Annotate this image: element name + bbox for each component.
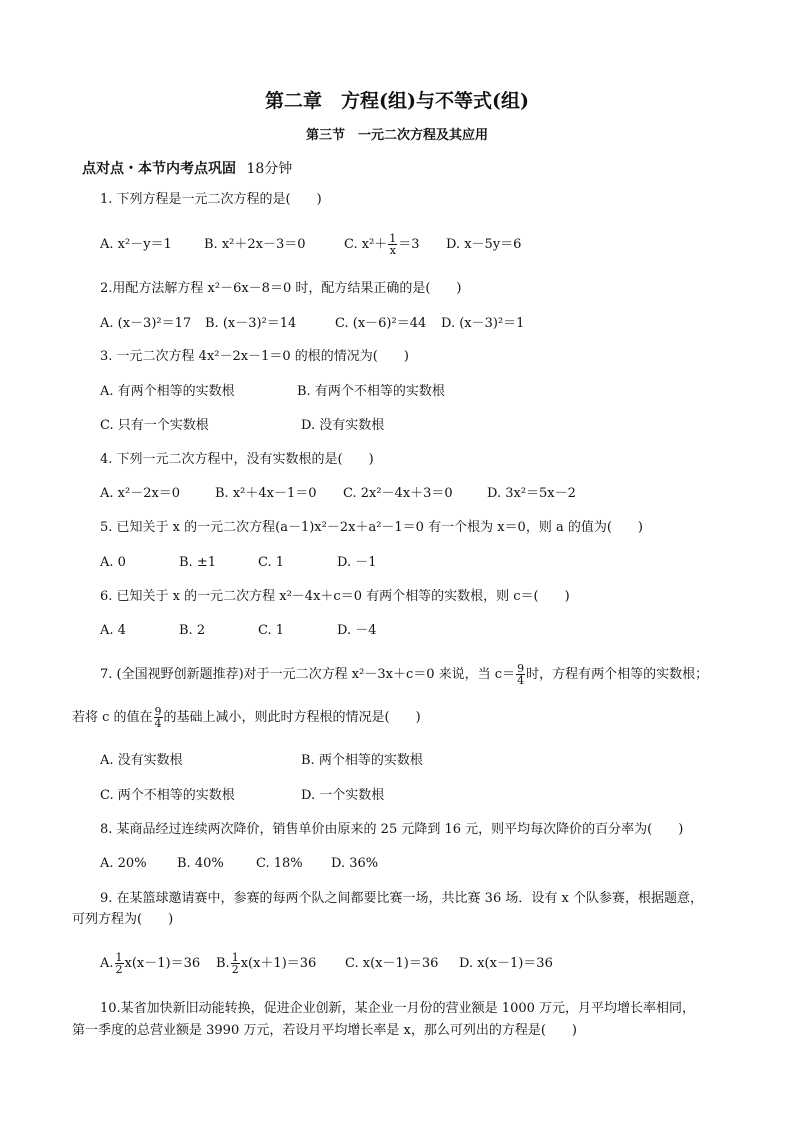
q1-fraction-num: 1	[389, 232, 397, 245]
question-9-line2: 可列方程为( )	[72, 912, 174, 927]
q9-option-c: C. x(x－1)＝36	[345, 956, 439, 971]
q7-option-a: A. 没有实数根	[100, 753, 183, 768]
q1-option-c	[344, 227, 420, 263]
q7-option-b: B. 两个相等的实数根	[301, 753, 423, 768]
q8-option-a: A. 20%	[100, 856, 147, 871]
section-label: 点对点・本节内考点巩固	[82, 161, 236, 177]
question-3-stem: 3. 一元二次方程 4x²－2x－1＝0 的根的情况为( )	[100, 349, 409, 364]
section-title: 第三节 一元二次方程及其应用	[305, 128, 488, 143]
q9-option-a-post: x(x－1)＝36	[124, 956, 201, 971]
q7-fraction-den: 4	[517, 674, 525, 687]
q2-option-b: B. (x－3)²＝14	[205, 316, 297, 331]
q7-stem-pre: 7. (全国视野创新题推荐)对于一元二次方程 x²－3x＋c＝0 来说，当 c＝	[100, 667, 516, 682]
q9-a-fraction-num: 1	[115, 951, 123, 964]
question-9-line1: 9. 在某篮球邀请赛中，参赛的每两个队之间都要比赛一场，共比赛 36 场．设有 x 个队参赛，根据题意，	[100, 891, 703, 906]
q9-option-a	[100, 946, 200, 982]
q9-a-fraction	[115, 952, 124, 975]
q8-option-c: C. 18%	[256, 856, 303, 871]
q6-option-d: D. －4	[337, 623, 377, 638]
q3-option-b: B. 有两个不相等的实数根	[297, 384, 445, 399]
chapter-title: 第二章 方程(组)与不等式(组)	[265, 90, 529, 112]
q1-option-c-post: ＝3	[398, 237, 420, 252]
q7-fraction	[516, 663, 525, 686]
q5-option-a: A. 0	[100, 555, 126, 570]
question-5-stem: 5. 已知关于 x 的一元二次方程(a－1)x²－2x＋a²－1＝0 有一个根为 x＝0，则 a 的值为( )	[100, 520, 643, 535]
q2-option-c: C. (x－6)²＝44	[335, 316, 427, 331]
q7-fraction-2	[154, 706, 163, 729]
q7-line2-post: 的基础上减小，则此时方程根的情况是( )	[163, 710, 421, 725]
q9-option-b-post: x(x＋1)＝36	[240, 956, 317, 971]
q9-b-fraction	[231, 952, 240, 975]
q4-option-a: A. x²－2x＝0	[100, 486, 181, 501]
q2-option-a: A. (x－3)²＝17	[100, 316, 192, 331]
question-7-stem	[100, 657, 708, 693]
q4-option-c: C. 2x²－4x＋3＝0	[343, 486, 453, 501]
q3-option-d: D. 没有实数根	[301, 418, 385, 433]
question-8-stem: 8. 某商品经过连续两次降价，销售单价由原来的 25 元降到 16 元，则平均每次降价的百分率为( )	[100, 822, 684, 837]
q1-option-c-pre: C. x²＋	[344, 237, 388, 252]
q3-option-c: C. 只有一个实数根	[100, 418, 209, 433]
question-6-stem: 6. 已知关于 x 的一元二次方程 x²－4x＋c＝0 有两个相等的实数根，则 c＝( )	[100, 589, 570, 604]
q6-option-b: B. 2	[179, 623, 206, 638]
q9-option-b	[216, 946, 316, 982]
q3-option-a: A. 有两个相等的实数根	[100, 384, 235, 399]
q7-stem-post: 时，方程有两个相等的实数根；	[526, 667, 709, 682]
q5-option-b: B. ±1	[179, 555, 216, 570]
q9-option-d: D. x(x－1)＝36	[459, 956, 553, 971]
q1-option-b: B. x²＋2x－3＝0	[204, 237, 306, 252]
q6-option-a: A. 4	[100, 623, 126, 638]
section-time: 18分钟	[246, 161, 293, 177]
question-4-stem: 4. 下列一元二次方程中，没有实数根的是( )	[100, 452, 374, 467]
q6-option-c: C. 1	[258, 623, 285, 638]
q9-a-fraction-den: 2	[115, 963, 123, 976]
q7-fraction-num: 9	[517, 662, 525, 675]
q4-option-b: B. x²＋4x－1＝0	[215, 486, 317, 501]
q9-option-a-pre: A.	[100, 956, 114, 971]
q1-fraction	[388, 233, 397, 256]
q9-b-fraction-num: 1	[231, 951, 239, 964]
question-1-stem: 1. 下列方程是一元二次方程的是( )	[100, 192, 322, 207]
q5-option-c: C. 1	[258, 555, 285, 570]
q8-option-b: B. 40%	[177, 856, 224, 871]
q5-option-d: D. －1	[337, 555, 377, 570]
q2-option-d: D. (x－3)²＝1	[441, 316, 525, 331]
q7-option-d: D. 一个实数根	[301, 788, 385, 803]
q1-option-a: A. x²－y＝1	[100, 237, 172, 252]
q9-option-b-pre: B.	[216, 956, 230, 971]
question-2-stem: 2.用配方法解方程 x²－6x－8＝0 时，配方结果正确的是( )	[100, 281, 462, 296]
section-header	[82, 160, 292, 178]
q1-fraction-den: x	[389, 244, 396, 257]
q9-b-fraction-den: 2	[231, 963, 239, 976]
question-10-line2: 第一季度的总营业额是 3990 万元，若设月平均增长率是 x，那么可列出的方程是( )	[72, 1023, 577, 1038]
question-7-line2	[72, 700, 421, 736]
q7-fraction-2-num: 9	[154, 705, 162, 718]
q7-fraction-2-den: 4	[154, 717, 162, 730]
q1-option-d: D. x－5y＝6	[446, 237, 522, 252]
q7-option-c: C. 两个不相等的实数根	[100, 788, 235, 803]
question-10-line1: 10.某省加快新旧动能转换，促进企业创新，某企业一月份的营业额是 1000 万元，月平均增长率相同，	[100, 1001, 696, 1016]
q4-option-d: D. 3x²＝5x－2	[487, 486, 576, 501]
q7-line2-pre: 若将 c 的值在	[72, 710, 153, 725]
q8-option-d: D. 36%	[331, 856, 379, 871]
